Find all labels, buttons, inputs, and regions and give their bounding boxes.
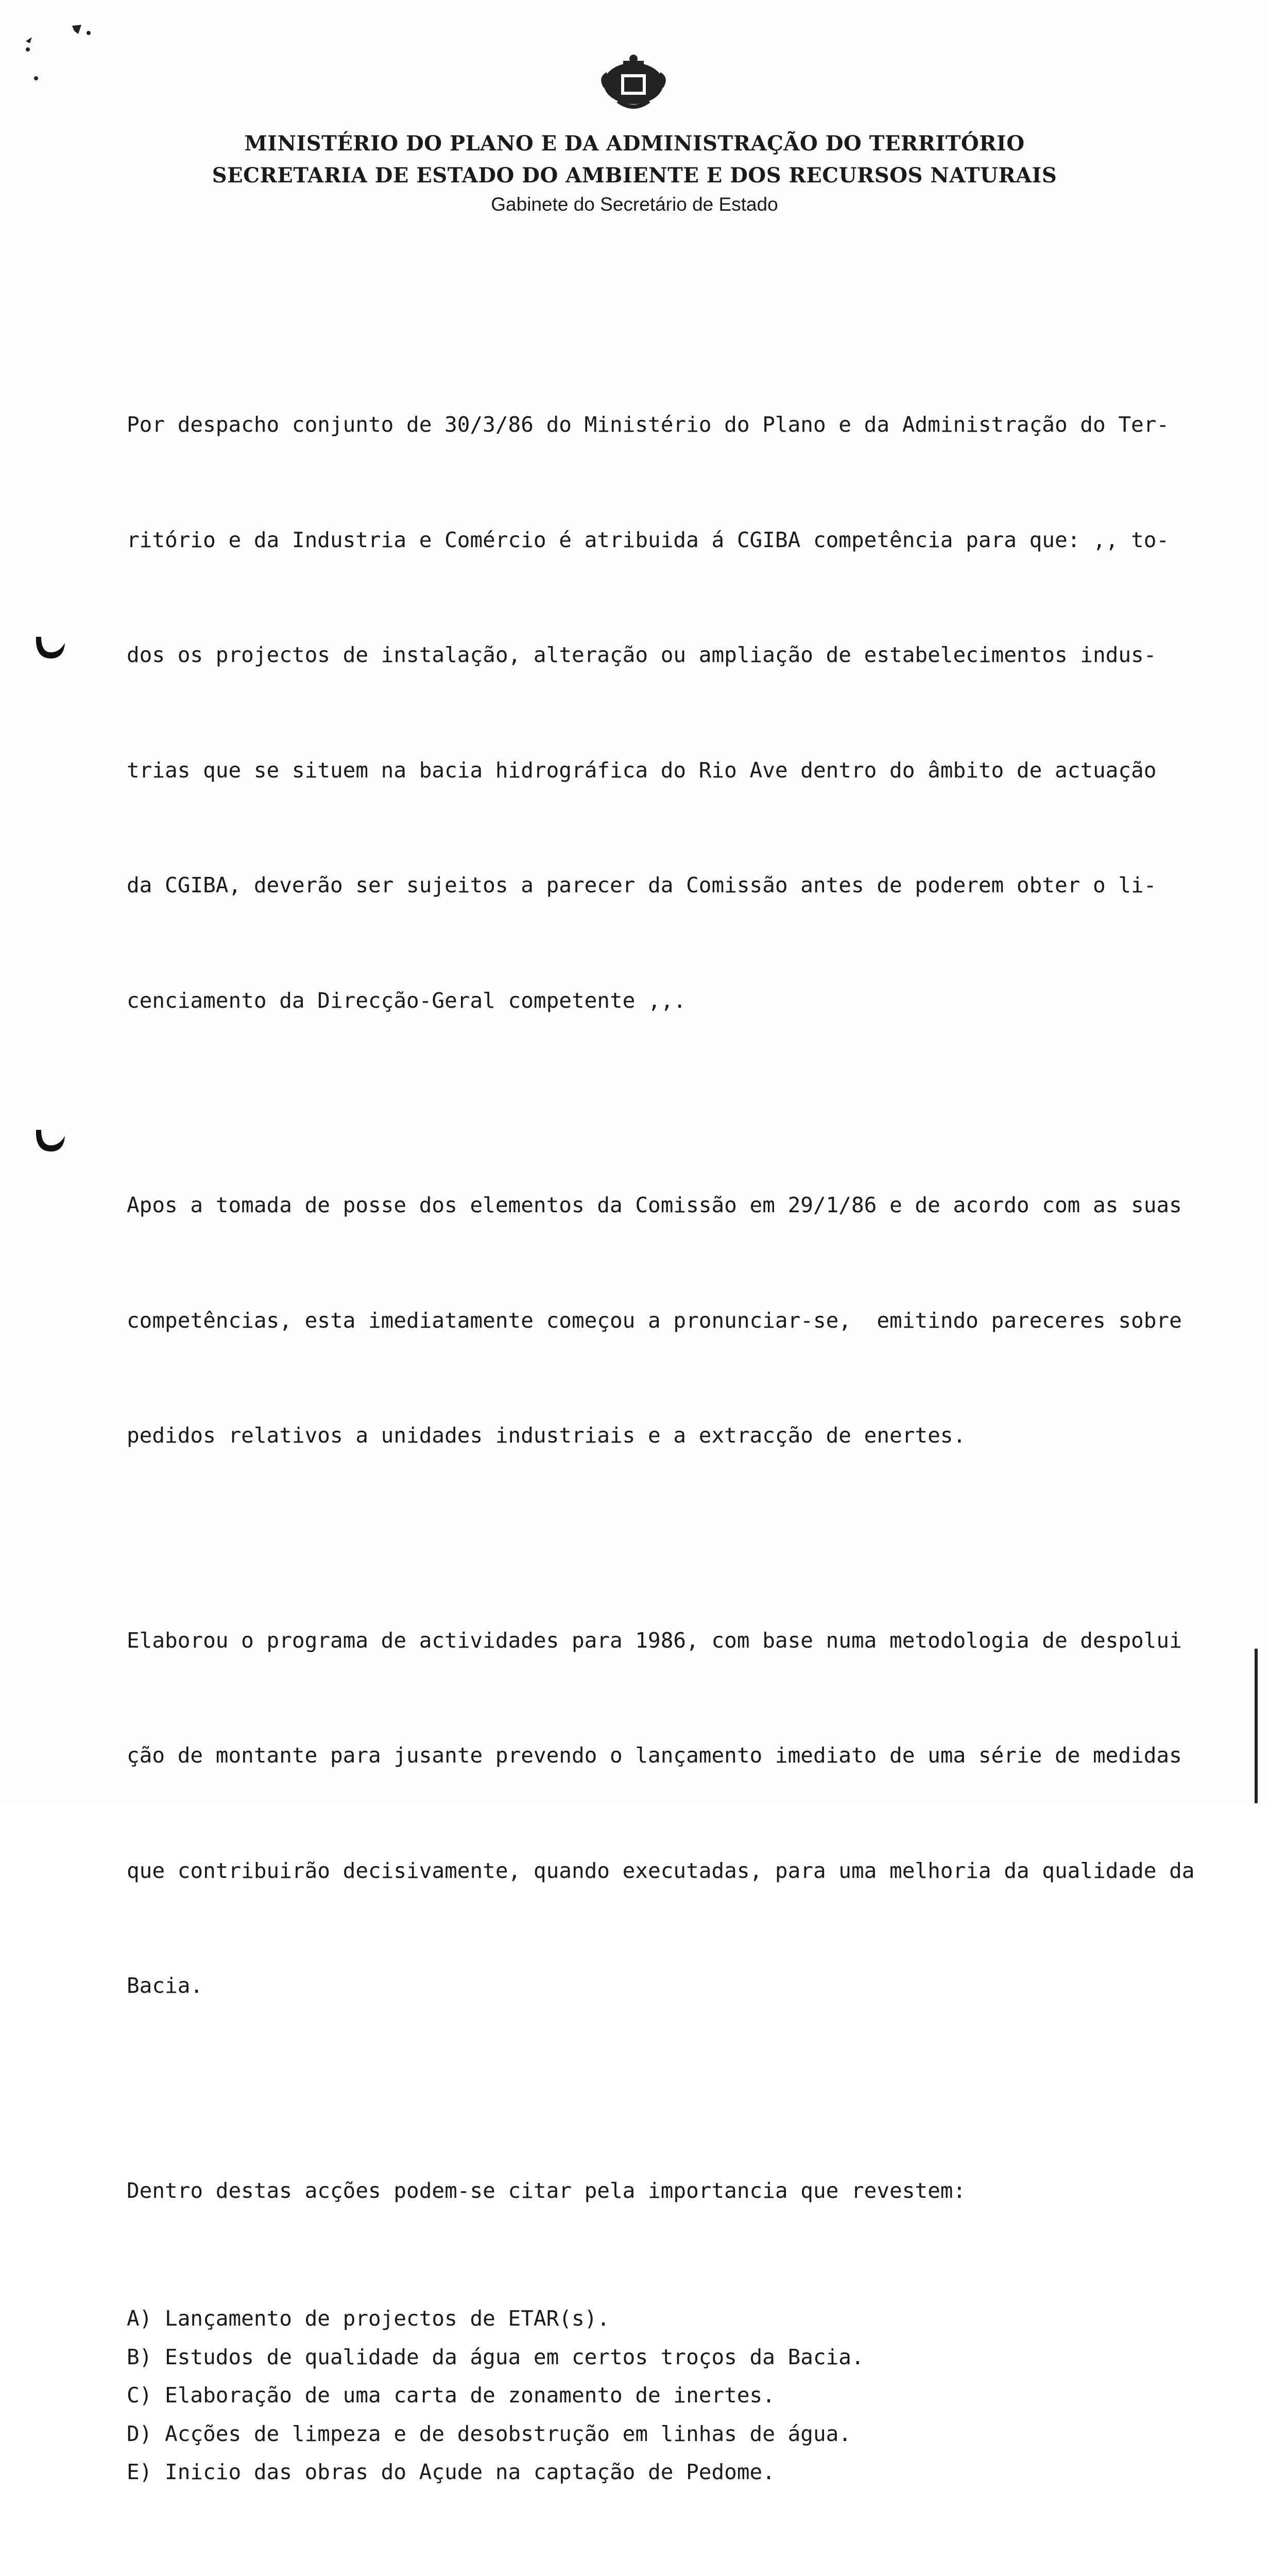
text-line: dos os projectos de instalação, alteração ou ampliação de estabelecimentos indus- bbox=[127, 636, 1213, 674]
list-item: C) Elaboração de uma carta de zonamento de inertes. bbox=[127, 2376, 1213, 2415]
punch-hole-icon bbox=[32, 633, 68, 664]
text-line: Bacia. bbox=[127, 1967, 1213, 2005]
ministry-title: MINISTÉRIO DO PLANO E DA ADMINISTRAÇÃO DO TERRITÓRIO bbox=[0, 128, 1269, 160]
text-line: trias que se situem na bacia hidrográfica do Rio Ave dentro do âmbito de actuação bbox=[127, 751, 1213, 790]
list-item: D) Acções de limpeza e de desobstrução em linhas de água. bbox=[127, 2415, 1213, 2453]
text-line: ção de montante para jusante prevendo o lançamento imediato de uma série de medidas bbox=[127, 1736, 1213, 1775]
text-line: Apos a tomada de posse dos elementos da Comissão em 29/1/86 e de acordo com as suas bbox=[127, 1186, 1213, 1225]
closing-paragraph bbox=[127, 2504, 1213, 2576]
paragraph-1 bbox=[127, 329, 1213, 1096]
paragraph-4 bbox=[127, 2095, 1213, 2287]
text-line: Dentro destas acções podem-se citar pela importancia que revestem: bbox=[127, 2172, 1213, 2210]
list-item: B) Estudos de qualidade da água em certos troços da Bacia. bbox=[127, 2338, 1213, 2377]
text-line: Por despacho conjunto de 30/3/86 do Ministério do Plano e da Administração do Ter- bbox=[127, 405, 1213, 444]
text-line: ritório e da Industria e Comércio é atribuida á CGIBA competência para que: ,, to- bbox=[127, 521, 1213, 560]
cabinet-subtitle: Gabinete do Secretário de Estado bbox=[0, 192, 1269, 217]
paragraph-2 bbox=[127, 1109, 1213, 1532]
secretariat-title: SECRETARIA DE ESTADO DO AMBIENTE E DOS RECURSOS NATURAIS bbox=[0, 160, 1269, 192]
text-line: competências, esta imediatamente começou a pronunciar-se, emitindo pareceres sobre bbox=[127, 1301, 1213, 1340]
scan-edge bbox=[1255, 1649, 1258, 1803]
text-line: da CGIBA, deverão ser sujeitos a parecer da Comissão antes de poderem obter o li- bbox=[127, 866, 1213, 905]
text-line: pedidos relativos a unidades industriais e a extracção de enertes. bbox=[127, 1416, 1213, 1455]
paragraph-3 bbox=[127, 1545, 1213, 2082]
text-line: que contribuirão decisivamente, quando executadas, para uma melhoria da qualidade da bbox=[127, 1852, 1213, 1890]
document-body bbox=[127, 329, 1213, 2576]
coat-of-arms-icon bbox=[597, 52, 670, 113]
letterhead bbox=[0, 128, 1269, 217]
list-item: A) Lançamento de projectos de ETAR(s). bbox=[127, 2299, 1213, 2338]
text-line: Elaborou o programa de actividades para 1986, com base numa metodologia de despolui bbox=[127, 1621, 1213, 1660]
text-line: cenciamento da Direcção-Geral competente ,,. bbox=[127, 981, 1213, 1020]
scan-specks bbox=[21, 10, 124, 82]
action-list bbox=[127, 2299, 1213, 2492]
punch-hole-icon bbox=[32, 1126, 68, 1157]
list-item: E) Inicio das obras do Açude na captação de Pedome. bbox=[127, 2453, 1213, 2492]
